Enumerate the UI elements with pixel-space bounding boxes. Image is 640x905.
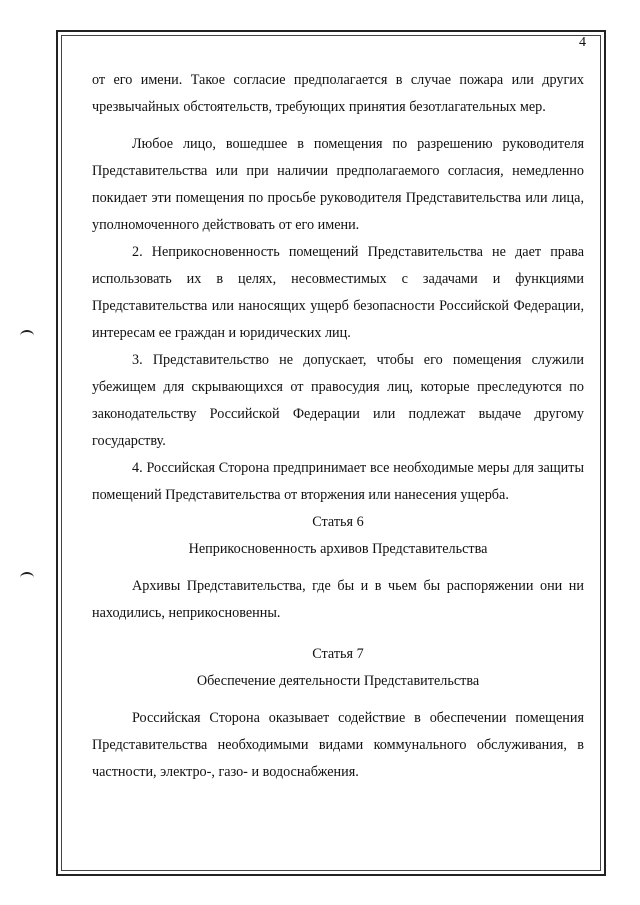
binding-hole-mark <box>20 572 34 584</box>
article-7-label: Статья 7 <box>312 646 364 662</box>
binding-hole-mark <box>20 330 34 342</box>
article-6-label: Статья 6 <box>312 514 364 530</box>
document-body <box>92 67 584 786</box>
paragraph: 3. Представительство не допускает, чтобы его помещения служили убежищем для скрывающихся от правосудия лиц, которые преследуются по законодательству Российской Федерации или подлежат выдаче другому государству. <box>92 352 584 449</box>
page-number: 4 <box>579 35 586 50</box>
paragraph: 4. Российская Сторона предпринимает все необходимые меры для защиты помещений Представительства от вторжения или нанесения ущерба. <box>92 460 584 503</box>
paragraph: Любое лицо, вошедшее в помещения по разрешению руководителя Представительства или при наличии предполагаемого согласия, немедленно покидает эти помещения по просьбе руководителя Представительства или лица, уполномоченного действовать от его имени. <box>92 136 584 233</box>
article-6-title: Неприкосновенность архивов Представительства <box>188 541 488 557</box>
article-6-text: Архивы Представительства, где бы и в чьем бы распоряжении они ни находились, неприкосновенны. <box>92 578 584 621</box>
paragraph: от его имени. Такое согласие предполагается в случае пожара или других чрезвычайных обстоятельств, требующих принятия безотлагательных мер. <box>92 72 584 115</box>
article-7-text: Российская Сторона оказывает содействие в обеспечении помещения Представительства необходимыми видами коммунального обслуживания, в частности, электро-, газо- и водоснабжения. <box>92 710 584 780</box>
paragraph: 2. Неприкосновенность помещений Представительства не дает права использовать их в целях, несовместимых с задачами и функциями Представительства или наносящих ущерб безопасности Российской Федерации, интересам ее граждан и юридических лиц. <box>92 244 584 341</box>
article-7-title: Обеспечение деятельности Представительства <box>196 673 480 689</box>
